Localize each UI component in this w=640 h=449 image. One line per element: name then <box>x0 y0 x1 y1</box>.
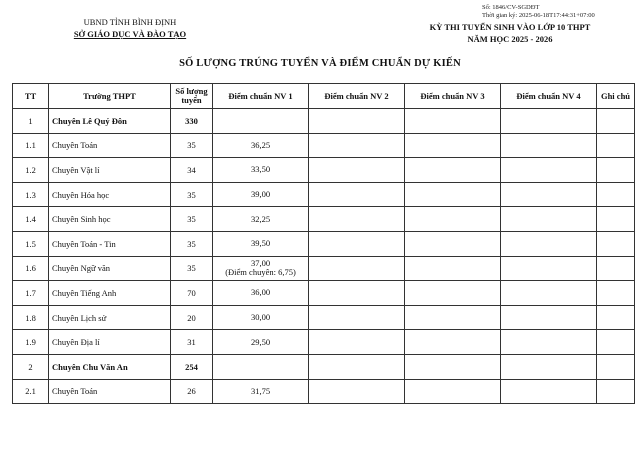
cell-school: Chuyên Lê Quý Đôn <box>49 109 171 134</box>
cell-quota: 254 <box>171 354 213 379</box>
cell-nv2 <box>309 158 405 183</box>
cell-quota: 26 <box>171 379 213 404</box>
page-title: SỐ LƯỢNG TRÚNG TUYỂN VÀ ĐIỂM CHUẨN DỰ KIẾN <box>179 58 461 69</box>
province-name: UBND TỈNH BÌNH ĐỊNH <box>83 17 177 27</box>
cell-nv1: 29,50 <box>213 330 309 355</box>
cell-nv2 <box>309 281 405 306</box>
cell-school: Chuyên Địa lí <box>49 330 171 355</box>
cell-note <box>597 109 635 134</box>
table-row <box>13 109 635 134</box>
cell-note <box>597 379 635 404</box>
cell-nv1 <box>213 354 309 379</box>
cell-nv3 <box>405 133 501 158</box>
cell-tt: 2.1 <box>13 379 49 404</box>
cell-quota: 70 <box>171 281 213 306</box>
table-row <box>13 281 635 306</box>
department-name: SỞ GIÁO DỤC VÀ ĐÀO TẠO <box>73 29 187 39</box>
table-header-row <box>13 84 635 109</box>
cell-school: Chuyên Toán <box>49 133 171 158</box>
cell-nv1: 39,00 <box>213 182 309 207</box>
cell-nv2 <box>309 330 405 355</box>
cell-nv2 <box>309 354 405 379</box>
header-right <box>400 21 620 45</box>
signature-stamp <box>482 4 632 20</box>
col-header-quota: Số lượng tuyển <box>171 84 213 109</box>
cell-school: Chuyên Lịch sử <box>49 305 171 330</box>
cell-nv1: 39,50 <box>213 231 309 256</box>
cell-note <box>597 207 635 232</box>
cell-nv1: 31,75 <box>213 379 309 404</box>
school-year: NĂM HỌC 2025 - 2026 <box>467 34 553 44</box>
signed-time: Thời gian ký: 2025-06-18T17:44:31+07:00 <box>482 12 595 19</box>
cell-nv4 <box>501 305 597 330</box>
cell-nv2 <box>309 379 405 404</box>
col-header-note: Ghi chú <box>597 84 635 109</box>
cell-note <box>597 330 635 355</box>
exam-name: KỲ THI TUYỂN SINH VÀO LỚP 10 THPT <box>429 22 591 32</box>
cell-note <box>597 182 635 207</box>
cell-nv1: 33,50 <box>213 158 309 183</box>
cell-tt: 1 <box>13 109 49 134</box>
cell-tt: 1.7 <box>13 281 49 306</box>
col-header-nv1: Điểm chuẩn NV 1 <box>213 84 309 109</box>
cell-nv2 <box>309 231 405 256</box>
cell-nv4 <box>501 109 597 134</box>
cell-nv4 <box>501 207 597 232</box>
cell-nv2 <box>309 207 405 232</box>
cell-quota: 31 <box>171 330 213 355</box>
header-left <box>40 16 220 40</box>
cell-nv2 <box>309 305 405 330</box>
cell-school: Chuyên Hóa học <box>49 182 171 207</box>
cell-nv4 <box>501 256 597 281</box>
cell-nv3 <box>405 281 501 306</box>
cell-tt: 1.3 <box>13 182 49 207</box>
col-header-nv3: Điểm chuẩn NV 3 <box>405 84 501 109</box>
cell-school: Chuyên Chu Văn An <box>49 354 171 379</box>
cell-nv3 <box>405 379 501 404</box>
cell-nv1: 36,00 <box>213 281 309 306</box>
cell-nv3 <box>405 231 501 256</box>
cell-nv4 <box>501 281 597 306</box>
cell-quota: 20 <box>171 305 213 330</box>
col-header-nv2: Điểm chuẩn NV 2 <box>309 84 405 109</box>
cell-nv4 <box>501 182 597 207</box>
cell-tt: 1.6 <box>13 256 49 281</box>
cell-nv2 <box>309 109 405 134</box>
cell-school: Chuyên Ngữ văn <box>49 256 171 281</box>
table-row <box>13 256 635 281</box>
cell-school: Chuyên Vật lí <box>49 158 171 183</box>
cell-quota: 35 <box>171 182 213 207</box>
cell-note <box>597 305 635 330</box>
table-row <box>13 330 635 355</box>
document-number: Số: 1846/CV-SGDĐT <box>482 4 540 11</box>
cell-note <box>597 354 635 379</box>
cell-nv3 <box>405 158 501 183</box>
col-header-tt: TT <box>13 84 49 109</box>
cell-quota: 35 <box>171 256 213 281</box>
cell-tt: 2 <box>13 354 49 379</box>
cell-note <box>597 281 635 306</box>
cell-nv4 <box>501 231 597 256</box>
cell-quota: 35 <box>171 207 213 232</box>
admission-table <box>12 83 635 404</box>
cell-nv4 <box>501 379 597 404</box>
cell-nv4 <box>501 354 597 379</box>
cell-nv4 <box>501 133 597 158</box>
cell-note <box>597 231 635 256</box>
cell-tt: 1.8 <box>13 305 49 330</box>
cell-quota: 35 <box>171 231 213 256</box>
cell-nv4 <box>501 330 597 355</box>
cell-nv1 <box>213 109 309 134</box>
cell-nv3 <box>405 354 501 379</box>
cell-nv3 <box>405 182 501 207</box>
cell-quota: 34 <box>171 158 213 183</box>
cell-tt: 1.1 <box>13 133 49 158</box>
nv1-specialty-note: (Điểm chuyên: 6,75) <box>225 267 296 278</box>
cell-school: Chuyên Sinh học <box>49 207 171 232</box>
cell-school: Chuyên Tiếng Anh <box>49 281 171 306</box>
cell-quota: 330 <box>171 109 213 134</box>
cell-note <box>597 133 635 158</box>
cell-nv2 <box>309 182 405 207</box>
table-row <box>13 133 635 158</box>
table-row <box>13 231 635 256</box>
cell-note <box>597 158 635 183</box>
cell-tt: 1.9 <box>13 330 49 355</box>
nv1-score: 37,00 <box>250 258 271 269</box>
table-row <box>13 379 635 404</box>
cell-school: Chuyên Toán <box>49 379 171 404</box>
table-row <box>13 207 635 232</box>
cell-nv1 <box>213 256 309 281</box>
table-row <box>13 182 635 207</box>
table-row <box>13 158 635 183</box>
cell-nv2 <box>309 256 405 281</box>
cell-quota: 35 <box>171 133 213 158</box>
cell-school: Chuyên Toán - Tin <box>49 231 171 256</box>
cell-tt: 1.4 <box>13 207 49 232</box>
cell-nv3 <box>405 305 501 330</box>
cell-nv1: 36,25 <box>213 133 309 158</box>
cell-nv3 <box>405 109 501 134</box>
cell-nv2 <box>309 133 405 158</box>
cell-nv1: 30,00 <box>213 305 309 330</box>
cell-nv1: 32,25 <box>213 207 309 232</box>
cell-nv4 <box>501 158 597 183</box>
cell-tt: 1.2 <box>13 158 49 183</box>
cell-note <box>597 256 635 281</box>
table-row <box>13 305 635 330</box>
col-header-nv4: Điểm chuẩn NV 4 <box>501 84 597 109</box>
col-header-school: Trường THPT <box>49 84 171 109</box>
table-row <box>13 354 635 379</box>
cell-tt: 1.5 <box>13 231 49 256</box>
cell-nv3 <box>405 256 501 281</box>
cell-nv3 <box>405 330 501 355</box>
cell-nv3 <box>405 207 501 232</box>
